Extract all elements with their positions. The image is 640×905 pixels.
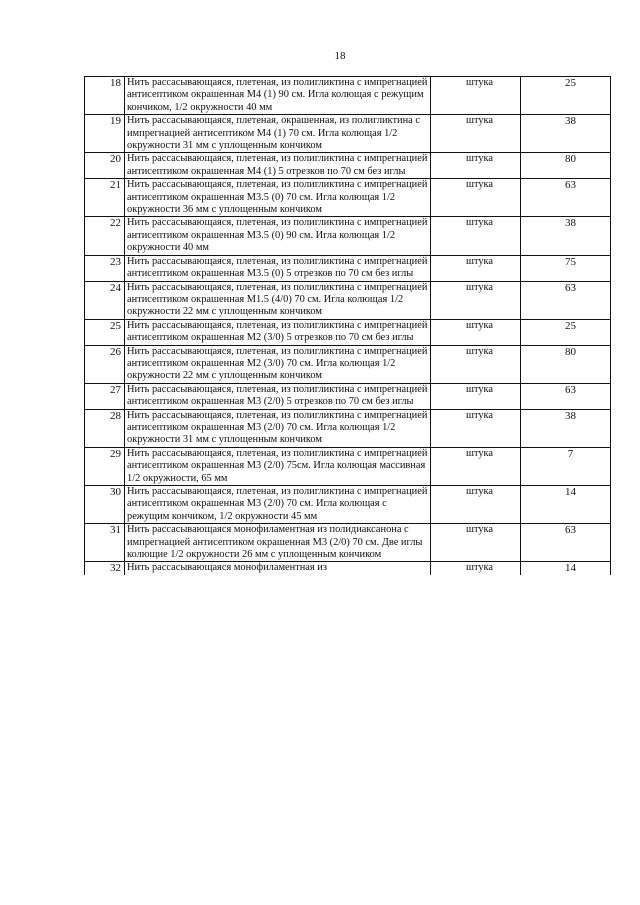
item-quantity: 80 <box>521 153 611 179</box>
table-row <box>85 115 611 153</box>
row-number: 22 <box>85 217 125 255</box>
item-quantity: 63 <box>521 524 611 562</box>
table-row <box>85 409 611 447</box>
item-description: Нить рассасывающаяся монофиламентная из полидиаксанона с импрегнацией антисептиком окрашенная М3 (2/0) 70 см. Две иглы колющие 1/2 окружности 26 мм с уплощенным кончиком <box>125 524 431 562</box>
item-quantity: 80 <box>521 345 611 383</box>
table-row <box>85 562 611 575</box>
item-description: Нить рассасывающаяся, плетеная, из полигликтина с импрегнацией антисептиком окрашенная М3.5 (0) 5 отрезков по 70 см без иглы <box>125 255 431 281</box>
item-description: Нить рассасывающаяся, плетеная, из полигликтина с импрегнацией антисептиком окрашенная М3.5 (0) 90 см. Игла колющая 1/2 окружности 40 мм <box>125 217 431 255</box>
item-description: Нить рассасывающаяся, плетеная, из полигликтина с импрегнацией антисептиком окрашенная М4 (1) 5 отрезков по 70 см без иглы <box>125 153 431 179</box>
item-quantity: 38 <box>521 217 611 255</box>
item-unit: штука <box>431 77 521 115</box>
item-unit: штука <box>431 153 521 179</box>
row-number: 30 <box>85 486 125 524</box>
item-unit: штука <box>431 486 521 524</box>
table-row <box>85 77 611 115</box>
item-quantity: 63 <box>521 383 611 409</box>
item-unit: штука <box>431 562 521 575</box>
table-row <box>85 524 611 562</box>
item-unit: штука <box>431 524 521 562</box>
item-description: Нить рассасывающаяся, плетеная, из полигликтина с импрегнацией антисептиком окрашенная М1.5 (4/0) 70 см. Игла колющая 1/2 окружности 22 мм с уплощенным кончиком <box>125 281 431 319</box>
item-quantity: 38 <box>521 409 611 447</box>
item-description: Нить рассасывающаяся, плетеная, из полигликтина с импрегнацией антисептиком окрашенная М3 (2/0) 70 см. Игла колющая 1/2 окружности 31 мм с уплощенным кончиком <box>125 409 431 447</box>
row-number: 24 <box>85 281 125 319</box>
row-number: 18 <box>85 77 125 115</box>
row-number: 21 <box>85 179 125 217</box>
item-description: Нить рассасывающаяся, плетеная, окрашенная, из полигликтина с импрегнацией антисептиком М4 (1) 70 см. Игла колющая 1/2 окружности 31 мм с уплощенным кончиком <box>125 115 431 153</box>
item-quantity: 63 <box>521 281 611 319</box>
row-number: 25 <box>85 319 125 345</box>
table-row <box>85 217 611 255</box>
item-unit: штука <box>431 115 521 153</box>
table-row <box>85 255 611 281</box>
item-unit: штука <box>431 383 521 409</box>
item-unit: штука <box>431 179 521 217</box>
item-quantity: 14 <box>521 562 611 575</box>
row-number: 31 <box>85 524 125 562</box>
item-quantity: 14 <box>521 486 611 524</box>
table-row <box>85 153 611 179</box>
row-number: 28 <box>85 409 125 447</box>
item-quantity: 75 <box>521 255 611 281</box>
item-unit: штука <box>431 345 521 383</box>
item-unit: штука <box>431 319 521 345</box>
row-number: 23 <box>85 255 125 281</box>
table-row <box>85 447 611 485</box>
item-unit: штука <box>431 447 521 485</box>
item-description: Нить рассасывающаяся, плетеная, из полигликтина с импрегнацией антисептиком окрашенная М2 (3/0) 70 см. Игла колющая 1/2 окружности 22 мм с уплощенным кончиком <box>125 345 431 383</box>
row-number: 27 <box>85 383 125 409</box>
items-table <box>84 76 611 575</box>
item-description: Нить рассасывающаяся, плетеная, из полигликтина с импрегнацией антисептиком окрашенная М2 (3/0) 5 отрезков по 70 см без иглы <box>125 319 431 345</box>
table-row <box>85 383 611 409</box>
item-unit: штука <box>431 217 521 255</box>
table-row <box>85 179 611 217</box>
item-description: Нить рассасывающаяся, плетеная, из полигликтина с импрегнацией антисептиком окрашенная М3.5 (0) 70 см. Игла колющая 1/2 окружности 36 мм с уплощенным кончиком <box>125 179 431 217</box>
page-number: 18 <box>334 50 346 62</box>
table-row <box>85 486 611 524</box>
item-quantity: 7 <box>521 447 611 485</box>
table-row <box>85 345 611 383</box>
item-description: Нить рассасывающаяся, плетеная, из полигликтина с импрегнацией антисептиком окрашенная М4 (1) 90 см. Игла колющая с режущим кончиком, 1/2 окружности 40 мм <box>125 77 431 115</box>
item-unit: штука <box>431 255 521 281</box>
item-description: Нить рассасывающаяся, плетеная, из полигликтина с импрегнацией антисептиком окрашенная М3 (2/0) 5 отрезков по 70 см без иглы <box>125 383 431 409</box>
table-row <box>85 319 611 345</box>
item-description: Нить рассасывающаяся, плетеная, из полигликтина с импрегнацией антисептиком окрашенная М3 (2/0) 70 см. Игла колющая с режущим кончиком, 1/2 окружности 45 мм <box>125 486 431 524</box>
row-number: 29 <box>85 447 125 485</box>
table-row <box>85 281 611 319</box>
item-description: Нить рассасывающаяся, плетеная, из полигликтина с импрегнацией антисептиком окрашенная М3 (2/0) 75см. Игла колющая массивная 1/2 окружности, 65 мм <box>125 447 431 485</box>
item-description: Нить рассасывающаяся монофиламентная из <box>125 562 431 575</box>
row-number: 20 <box>85 153 125 179</box>
item-quantity: 25 <box>521 77 611 115</box>
row-number: 32 <box>85 562 125 575</box>
item-quantity: 25 <box>521 319 611 345</box>
row-number: 19 <box>85 115 125 153</box>
item-quantity: 63 <box>521 179 611 217</box>
item-unit: штука <box>431 281 521 319</box>
row-number: 26 <box>85 345 125 383</box>
item-unit: штука <box>431 409 521 447</box>
item-quantity: 38 <box>521 115 611 153</box>
